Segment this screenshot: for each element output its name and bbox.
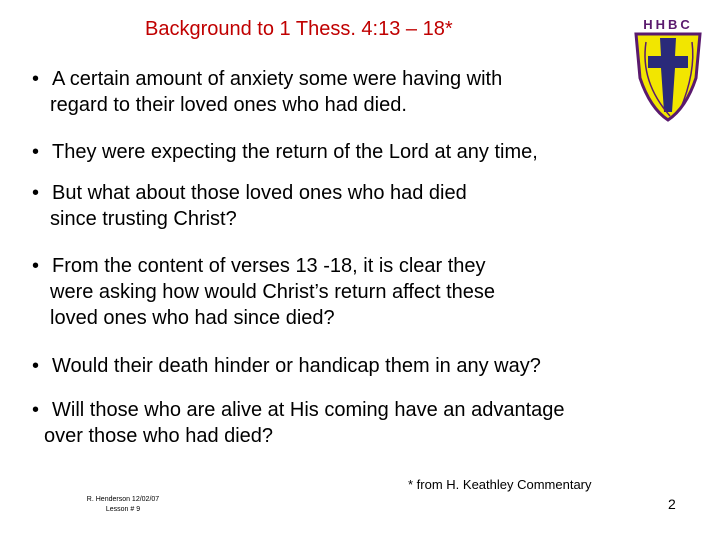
bullet-text: Will those who are alive at His coming have an advantage — [52, 399, 565, 421]
bullet-item — [32, 353, 541, 379]
bullet-item — [32, 139, 538, 165]
bullet-symbol: • — [32, 355, 40, 377]
bullet-symbol: • — [32, 141, 40, 163]
church-logo — [630, 12, 706, 124]
bullet-text-cont: were asking how would Christ’s return affect these — [50, 281, 496, 303]
bullet-text-cont: loved ones who had since died? — [50, 307, 335, 329]
bullet-item — [32, 66, 502, 118]
bullet-item — [32, 253, 495, 331]
bullet-text-cont: since trusting Christ? — [50, 208, 237, 230]
bullet-text: From the content of verses 13 -18, it is clear they — [52, 255, 486, 277]
footnote: * from H. Keathley Commentary — [408, 477, 592, 492]
bullet-symbol: • — [32, 399, 40, 421]
bullet-text: Would their death hinder or handicap them in any way? — [52, 355, 541, 377]
bullet-text: They were expecting the return of the Lord at any time, — [52, 141, 538, 163]
bullet-item — [32, 397, 565, 449]
slide-title: Background to 1 Thess. 4:13 – 18* — [145, 18, 453, 40]
author-info — [78, 495, 168, 515]
bullet-text-cont: regard to their loved ones who had died. — [50, 94, 407, 116]
logo-text: HHBC — [643, 17, 693, 32]
author-line: R. Henderson 12/02/07 — [86, 496, 160, 503]
bullet-text: A certain amount of anxiety some were having with — [52, 68, 503, 90]
bullet-item — [32, 180, 467, 232]
bullet-symbol: • — [32, 68, 40, 90]
bullet-symbol: • — [32, 182, 40, 204]
page-number: 2 — [668, 496, 676, 512]
bullet-symbol: • — [32, 255, 40, 277]
lesson-line: Lesson # 9 — [105, 506, 141, 513]
bullet-text: But what about those loved ones who had died — [52, 182, 467, 204]
bullet-text-cont: over those who had died? — [44, 425, 274, 447]
